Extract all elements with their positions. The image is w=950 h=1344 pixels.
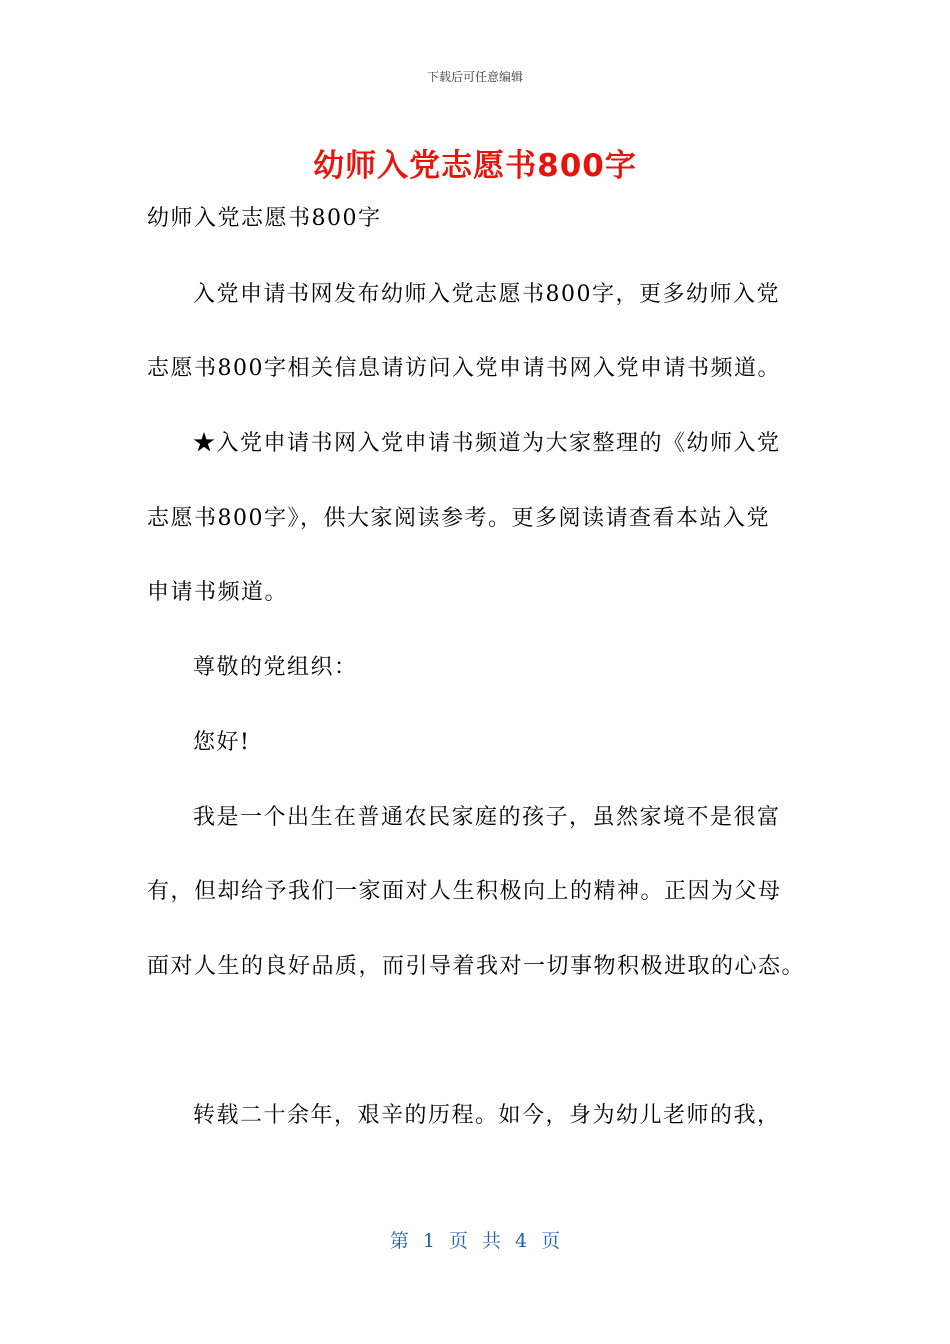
document-title: 幼师入党志愿书800字 [313,148,637,184]
paragraph-line: 入党申请书网发布幼师入党志愿书800字，更多幼师入党 [193,282,780,307]
subtitle-line: 幼师入党志愿书800字 [147,206,382,231]
paragraph-line: 志愿书800字相关信息请访问入党申请书网入党申请书频道。 [147,356,781,381]
greeting-line: 您好! [193,730,251,755]
paragraph-line: ★入党申请书网入党申请书频道为大家整理的《幼师入党 [193,431,781,456]
paragraph-line: 有，但却给予我们一家面对人生积极向上的精神。正因为父母 [147,879,782,904]
salutation-line: 尊敬的党组织： [193,655,358,680]
paragraph-line: 面对人生的良好品质，而引导着我对一切事物积极进取的心态。 [147,954,806,979]
paragraph-line: 转载二十余年，艰辛的历程。如今，身为幼儿老师的我， [193,1103,781,1128]
paragraph-line: 志愿书800字》，供大家阅读参考。更多阅读请查看本站入党 [147,506,770,531]
paragraph-line: 申请书频道。 [147,580,289,605]
header-note: 下载后可任意编辑 [426,70,523,84]
paragraph-line: 我是一个出生在普通农民家庭的孩子，虽然家境不是很富 [193,805,781,830]
page-footer: 第 1 页 共 4 页 [389,1230,561,1252]
